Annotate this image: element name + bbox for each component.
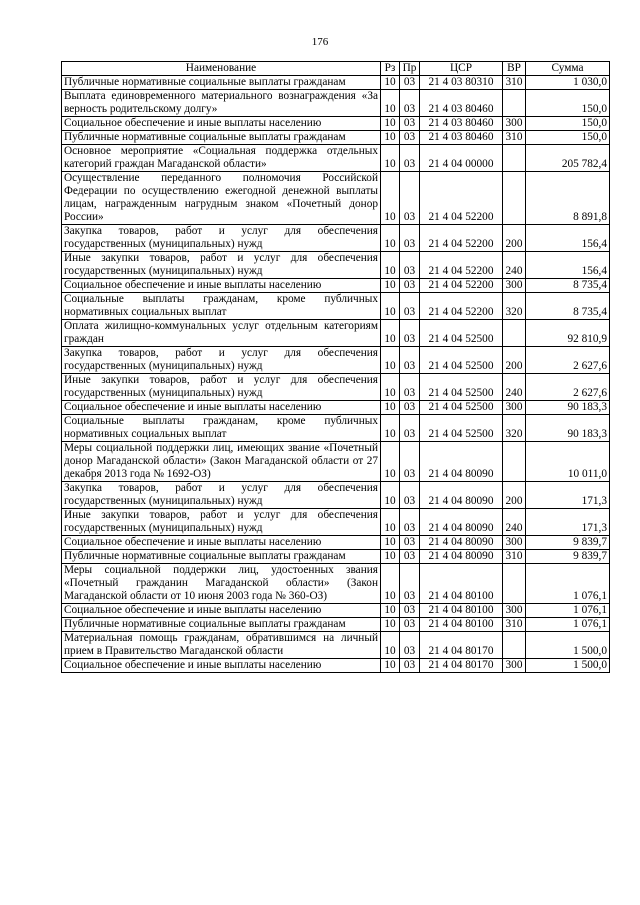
cell-sum: 1 500,0	[526, 632, 610, 659]
table-row	[62, 550, 610, 564]
cell-csr: 21 4 04 52500	[420, 374, 503, 401]
cell-vr: 300	[503, 659, 526, 673]
cell-csr: 21 4 04 80090	[420, 482, 503, 509]
cell-pr: 03	[400, 401, 420, 415]
cell-sum: 205 782,4	[526, 145, 610, 172]
table-row	[62, 90, 610, 117]
cell-name: Иные закупки товаров, работ и услуг для обеспечения государственных (муниципальных) нужд	[62, 252, 381, 279]
cell-csr: 21 4 04 52200	[420, 293, 503, 320]
cell-rz: 10	[381, 632, 400, 659]
cell-name: Закупка товаров, работ и услуг для обеспечения государственных (муниципальных) нужд	[62, 482, 381, 509]
cell-sum: 9 839,7	[526, 550, 610, 564]
cell-pr: 03	[400, 550, 420, 564]
cell-sum: 1 076,1	[526, 618, 610, 632]
cell-pr: 03	[400, 442, 420, 482]
cell-pr: 03	[400, 225, 420, 252]
table-row	[62, 482, 610, 509]
cell-name: Социальное обеспечение и иные выплаты населению	[62, 401, 381, 415]
cell-rz: 10	[381, 252, 400, 279]
cell-rz: 10	[381, 550, 400, 564]
cell-csr: 21 4 04 52200	[420, 279, 503, 293]
cell-csr: 21 4 04 52500	[420, 415, 503, 442]
cell-name: Публичные нормативные социальные выплаты гражданам	[62, 618, 381, 632]
cell-vr: 300	[503, 604, 526, 618]
header-row	[62, 62, 610, 76]
header-pr: Пр	[400, 62, 420, 76]
cell-csr: 21 4 04 80090	[420, 550, 503, 564]
cell-rz: 10	[381, 618, 400, 632]
header-rz: Рз	[381, 62, 400, 76]
cell-pr: 03	[400, 279, 420, 293]
cell-pr: 03	[400, 252, 420, 279]
cell-pr: 03	[400, 145, 420, 172]
table-row	[62, 225, 610, 252]
cell-csr: 21 4 04 80090	[420, 442, 503, 482]
cell-csr: 21 4 04 80170	[420, 632, 503, 659]
cell-pr: 03	[400, 131, 420, 145]
cell-rz: 10	[381, 415, 400, 442]
table-row	[62, 401, 610, 415]
cell-name: Оплата жилищно-коммунальных услуг отдельным категориям граждан	[62, 320, 381, 347]
cell-sum: 171,3	[526, 509, 610, 536]
table-row	[62, 252, 610, 279]
cell-vr: 310	[503, 76, 526, 90]
cell-name: Иные закупки товаров, работ и услуг для обеспечения государственных (муниципальных) нужд	[62, 509, 381, 536]
cell-vr	[503, 172, 526, 225]
cell-vr: 310	[503, 618, 526, 632]
cell-rz: 10	[381, 279, 400, 293]
table-row	[62, 442, 610, 482]
cell-rz: 10	[381, 131, 400, 145]
cell-name: Социальное обеспечение и иные выплаты населению	[62, 117, 381, 131]
cell-vr: 240	[503, 509, 526, 536]
table-row	[62, 279, 610, 293]
table-row	[62, 131, 610, 145]
cell-name: Социальное обеспечение и иные выплаты населению	[62, 604, 381, 618]
cell-name: Выплата единовременного материального вознаграждения «За верность родительскому долгу»	[62, 90, 381, 117]
cell-csr: 21 4 03 80460	[420, 131, 503, 145]
cell-pr: 03	[400, 632, 420, 659]
table-row	[62, 145, 610, 172]
table-row	[62, 76, 610, 90]
table-row	[62, 374, 610, 401]
cell-csr: 21 4 04 80090	[420, 536, 503, 550]
cell-vr: 240	[503, 374, 526, 401]
page-number: 176	[311, 36, 329, 48]
cell-rz: 10	[381, 320, 400, 347]
cell-csr: 21 4 04 80100	[420, 564, 503, 604]
cell-rz: 10	[381, 145, 400, 172]
cell-sum: 90 183,3	[526, 401, 610, 415]
cell-name: Социальное обеспечение и иные выплаты населению	[62, 279, 381, 293]
cell-vr: 200	[503, 482, 526, 509]
cell-csr: 21 4 04 52500	[420, 401, 503, 415]
cell-name: Меры социальной поддержки лиц, удостоенных звания «Почетный гражданин Магаданской области» (Закон Магаданской области от 10 июня 2003 года № 360-ОЗ)	[62, 564, 381, 604]
cell-rz: 10	[381, 225, 400, 252]
cell-name: Социальные выплаты гражданам, кроме публичных нормативных социальных выплат	[62, 293, 381, 320]
cell-csr: 21 4 04 80090	[420, 509, 503, 536]
header-sum: Сумма	[526, 62, 610, 76]
cell-vr	[503, 632, 526, 659]
cell-pr: 03	[400, 117, 420, 131]
cell-rz: 10	[381, 509, 400, 536]
cell-vr	[503, 90, 526, 117]
cell-sum: 150,0	[526, 90, 610, 117]
cell-pr: 03	[400, 618, 420, 632]
cell-vr	[503, 564, 526, 604]
cell-rz: 10	[381, 536, 400, 550]
cell-sum: 1 500,0	[526, 659, 610, 673]
cell-pr: 03	[400, 90, 420, 117]
cell-sum: 10 011,0	[526, 442, 610, 482]
cell-csr: 21 4 04 52500	[420, 347, 503, 374]
cell-csr: 21 4 04 52200	[420, 252, 503, 279]
table-row	[62, 509, 610, 536]
cell-pr: 03	[400, 564, 420, 604]
cell-name: Закупка товаров, работ и услуг для обеспечения государственных (муниципальных) нужд	[62, 225, 381, 252]
cell-sum: 9 839,7	[526, 536, 610, 550]
cell-rz: 10	[381, 347, 400, 374]
cell-csr: 21 4 03 80460	[420, 90, 503, 117]
cell-vr: 300	[503, 401, 526, 415]
header-vr: ВР	[503, 62, 526, 76]
cell-vr	[503, 145, 526, 172]
table-body	[62, 76, 610, 673]
table-row	[62, 320, 610, 347]
cell-pr: 03	[400, 536, 420, 550]
table-row	[62, 564, 610, 604]
cell-name: Закупка товаров, работ и услуг для обеспечения государственных (муниципальных) нужд	[62, 347, 381, 374]
cell-sum: 8 735,4	[526, 279, 610, 293]
cell-name: Публичные нормативные социальные выплаты гражданам	[62, 131, 381, 145]
cell-rz: 10	[381, 401, 400, 415]
cell-pr: 03	[400, 659, 420, 673]
table-row	[62, 172, 610, 225]
cell-sum: 171,3	[526, 482, 610, 509]
cell-vr	[503, 442, 526, 482]
table-row	[62, 415, 610, 442]
cell-pr: 03	[400, 320, 420, 347]
cell-rz: 10	[381, 564, 400, 604]
cell-vr: 310	[503, 131, 526, 145]
cell-rz: 10	[381, 117, 400, 131]
header-csr: ЦСР	[420, 62, 503, 76]
cell-sum: 8 891,8	[526, 172, 610, 225]
cell-sum: 1 076,1	[526, 604, 610, 618]
cell-pr: 03	[400, 293, 420, 320]
table-row	[62, 117, 610, 131]
cell-vr: 200	[503, 225, 526, 252]
cell-csr: 21 4 03 80310	[420, 76, 503, 90]
cell-pr: 03	[400, 415, 420, 442]
table-row	[62, 604, 610, 618]
cell-pr: 03	[400, 374, 420, 401]
cell-csr: 21 4 04 80170	[420, 659, 503, 673]
cell-vr: 310	[503, 550, 526, 564]
cell-name: Социальное обеспечение и иные выплаты населению	[62, 536, 381, 550]
cell-sum: 150,0	[526, 131, 610, 145]
cell-sum: 8 735,4	[526, 293, 610, 320]
cell-pr: 03	[400, 604, 420, 618]
cell-csr: 21 4 04 52500	[420, 320, 503, 347]
cell-name: Основное мероприятие «Социальная поддержка отдельных категорий граждан Магаданской области»	[62, 145, 381, 172]
table-row	[62, 659, 610, 673]
header-name: Наименование	[62, 62, 381, 76]
cell-sum: 90 183,3	[526, 415, 610, 442]
cell-rz: 10	[381, 482, 400, 509]
cell-rz: 10	[381, 659, 400, 673]
cell-vr: 300	[503, 536, 526, 550]
cell-csr: 21 4 04 52200	[420, 225, 503, 252]
cell-sum: 150,0	[526, 117, 610, 131]
cell-pr: 03	[400, 482, 420, 509]
table-row	[62, 293, 610, 320]
cell-rz: 10	[381, 442, 400, 482]
cell-pr: 03	[400, 509, 420, 536]
cell-name: Публичные нормативные социальные выплаты гражданам	[62, 550, 381, 564]
cell-sum: 1 030,0	[526, 76, 610, 90]
cell-vr: 300	[503, 279, 526, 293]
cell-name: Меры социальной поддержки лиц, имеющих звание «Почетный донор Магаданской области» (Закон Магаданской области от 27 декабря 2013 года № 1692-ОЗ)	[62, 442, 381, 482]
table-row	[62, 536, 610, 550]
table-row	[62, 347, 610, 374]
cell-sum: 156,4	[526, 225, 610, 252]
cell-vr: 200	[503, 347, 526, 374]
cell-rz: 10	[381, 374, 400, 401]
cell-rz: 10	[381, 90, 400, 117]
table-row	[62, 618, 610, 632]
cell-rz: 10	[381, 76, 400, 90]
cell-vr: 320	[503, 293, 526, 320]
cell-csr: 21 4 04 80100	[420, 618, 503, 632]
cell-sum: 1 076,1	[526, 564, 610, 604]
cell-pr: 03	[400, 347, 420, 374]
cell-vr	[503, 320, 526, 347]
cell-sum: 92 810,9	[526, 320, 610, 347]
cell-name: Иные закупки товаров, работ и услуг для обеспечения государственных (муниципальных) нужд	[62, 374, 381, 401]
cell-csr: 21 4 04 00000	[420, 145, 503, 172]
cell-rz: 10	[381, 172, 400, 225]
cell-name: Социальные выплаты гражданам, кроме публичных нормативных социальных выплат	[62, 415, 381, 442]
cell-sum: 2 627,6	[526, 347, 610, 374]
cell-name: Публичные нормативные социальные выплаты гражданам	[62, 76, 381, 90]
table-row	[62, 632, 610, 659]
cell-rz: 10	[381, 293, 400, 320]
cell-pr: 03	[400, 172, 420, 225]
cell-pr: 03	[400, 76, 420, 90]
cell-sum: 156,4	[526, 252, 610, 279]
cell-vr: 300	[503, 117, 526, 131]
cell-csr: 21 4 04 80100	[420, 604, 503, 618]
cell-name: Материальная помощь гражданам, обратившимся на личный прием в Правительство Магаданской области	[62, 632, 381, 659]
cell-name: Осуществление переданного полномочия Российской Федерации по осуществлению ежегодной денежной выплаты лицам, награжденным нагрудным знаком «Почетный донор России»	[62, 172, 381, 225]
cell-vr: 320	[503, 415, 526, 442]
cell-csr: 21 4 04 52200	[420, 172, 503, 225]
cell-csr: 21 4 03 80460	[420, 117, 503, 131]
budget-table	[61, 61, 610, 673]
cell-sum: 2 627,6	[526, 374, 610, 401]
cell-rz: 10	[381, 604, 400, 618]
cell-vr: 240	[503, 252, 526, 279]
cell-name: Социальное обеспечение и иные выплаты населению	[62, 659, 381, 673]
